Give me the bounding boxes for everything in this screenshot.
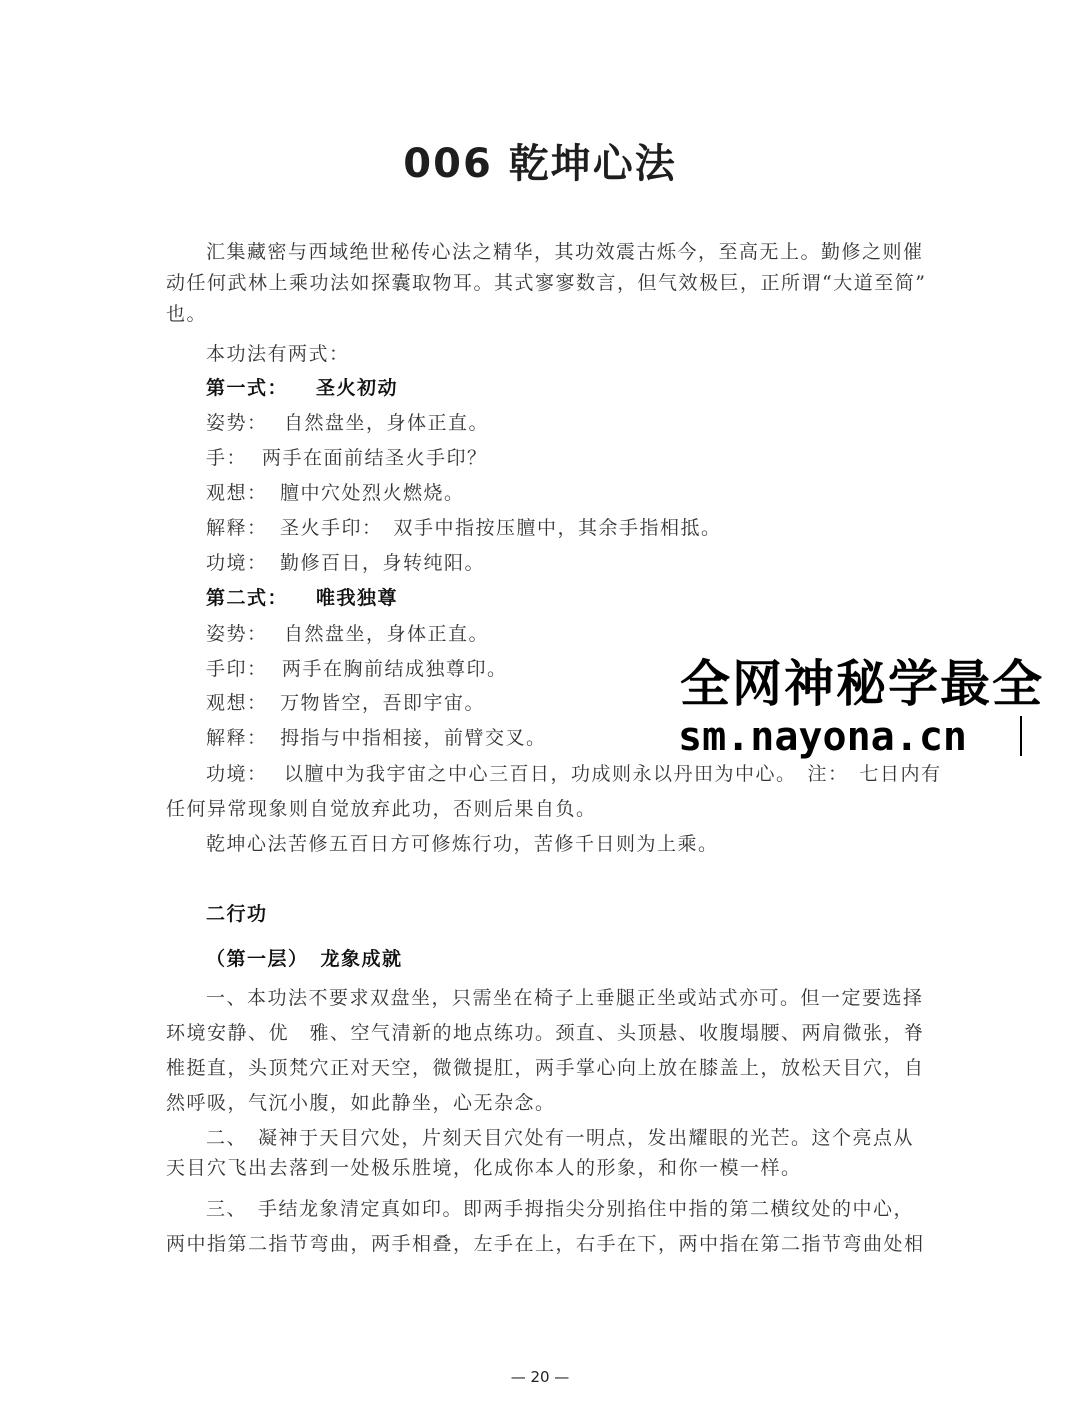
page-number: — 20 — [510, 1368, 570, 1386]
overview-text: 本功法有两式： [206, 343, 350, 365]
form1-item-label: 解释： [206, 517, 268, 539]
form2-item [206, 691, 485, 715]
form1-item-label: 功境： [206, 552, 268, 574]
form2-heading-label: 第二式： [206, 587, 289, 609]
form1-item-text: 膻中穴处烈火燃烧。 [280, 482, 465, 504]
form2-item-label: 解释： [206, 727, 268, 749]
form2-item-label: 功境： [206, 763, 268, 785]
form2-item-text: 拇指与中指相接，前臂交叉。 [280, 727, 547, 749]
intro-line-3: 也。 [166, 303, 208, 325]
page-title: 006 乾坤心法 [403, 141, 677, 187]
form1-item [206, 411, 489, 435]
form2-item-label: 姿势： [206, 623, 268, 645]
form1-item-text: 圣火手印： 双手中指按压膻中，其余手指相抵。 [280, 517, 722, 539]
closing-text: 乾坤心法苦修五百日方可修炼行功，苦修千日则为上乘。 [206, 833, 719, 855]
form1-heading-name: 圣火初动 [316, 377, 399, 399]
form1-heading [206, 376, 398, 400]
form1-item-label: 手： [206, 447, 248, 469]
section2-title: 二行功 [206, 903, 268, 925]
form2-item-text: 自然盘坐，身体正直。 [284, 623, 490, 645]
p1-line-2: 环境安静、优 雅、空气清新的地点练功。颈直、头顶悬、收腹塌腰、两肩微张，脊 [166, 1022, 925, 1044]
p3-line-1: 三、 手结龙象清定真如印。即两手拇指尖分别掐住中指的第二横纹处的中心， [206, 1198, 915, 1220]
form1-heading-label: 第一式： [206, 377, 289, 399]
form1-item-label: 观想： [206, 482, 268, 504]
layer-label: （第一层） [206, 948, 309, 970]
form1-item-label: 姿势： [206, 412, 268, 434]
form1-item [206, 446, 488, 470]
form2-heading [206, 586, 398, 610]
form1-item [206, 551, 485, 575]
form2-item-label: 观想： [206, 692, 268, 714]
form2-item [206, 726, 547, 750]
watermark-line-2: sm.nayona.cn [678, 714, 967, 760]
form2-item [206, 657, 508, 681]
p1-line-4: 然呼吸，气沉小腹，如此静坐，心无杂念。 [166, 1092, 556, 1114]
form1-item-text: 勤修百日，身转纯阳。 [280, 552, 486, 574]
watermark-line-1: 全网神秘学最全 [680, 655, 1044, 713]
intro-line-2: 动任何武林上乘功法如探囊取物耳。其式寥寥数言，但气效极巨，正所谓“大道至简” [166, 272, 927, 294]
form1-item [206, 481, 465, 505]
p3-line-2: 两中指第二指节弯曲，两手相叠，左手在上，右手在下，两中指在第二指节弯曲处相 [166, 1233, 925, 1255]
form2-item-text: 以膻中为我宇宙之中心三百日，功成则永以丹田为中心。 注： 七日内有 [284, 763, 942, 785]
form1-item-text: 两手在面前结圣火手印？ [262, 447, 488, 469]
form2-item [206, 622, 489, 646]
intro-line-1: 汇集藏密与西域绝世秘传心法之精华，其功效震古烁今，至高无上。勤修之则催 [206, 241, 924, 263]
p2-line-1: 二、 凝神于天目穴处，片刻天目穴处有一明点，发出耀眼的光芒。这个亮点从 [206, 1127, 915, 1149]
form2-item-text: 万物皆空，吾即宇宙。 [280, 692, 486, 714]
form2-item-text: 两手在胸前结成独尊印。 [282, 658, 508, 680]
text-cursor [1020, 716, 1022, 756]
form2-continuation: 任何异常现象则自觉放弃此功，否则后果自负。 [166, 798, 597, 820]
watermark [676, 644, 1080, 762]
form1-item-text: 自然盘坐，身体正直。 [284, 412, 490, 434]
p1-line-3: 椎挺直，头顶梵穴正对天空，微微提肛，两手掌心向上放在膝盖上，放松天目穴，自 [166, 1057, 925, 1079]
form2-heading-name: 唯我独尊 [316, 587, 399, 609]
p1-line-1: 一、本功法不要求双盘坐，只需坐在椅子上垂腿正坐或站式亦可。但一定要选择 [206, 987, 924, 1009]
p2-line-2: 天目穴飞出去落到一处极乐胜境，化成你本人的形象，和你一模一样。 [166, 1157, 802, 1179]
form1-item [206, 516, 722, 540]
form2-item [206, 762, 942, 786]
layer-name: 龙象成就 [320, 948, 403, 970]
form2-item-label: 手印： [206, 658, 268, 680]
section2-layer-heading [206, 947, 403, 971]
